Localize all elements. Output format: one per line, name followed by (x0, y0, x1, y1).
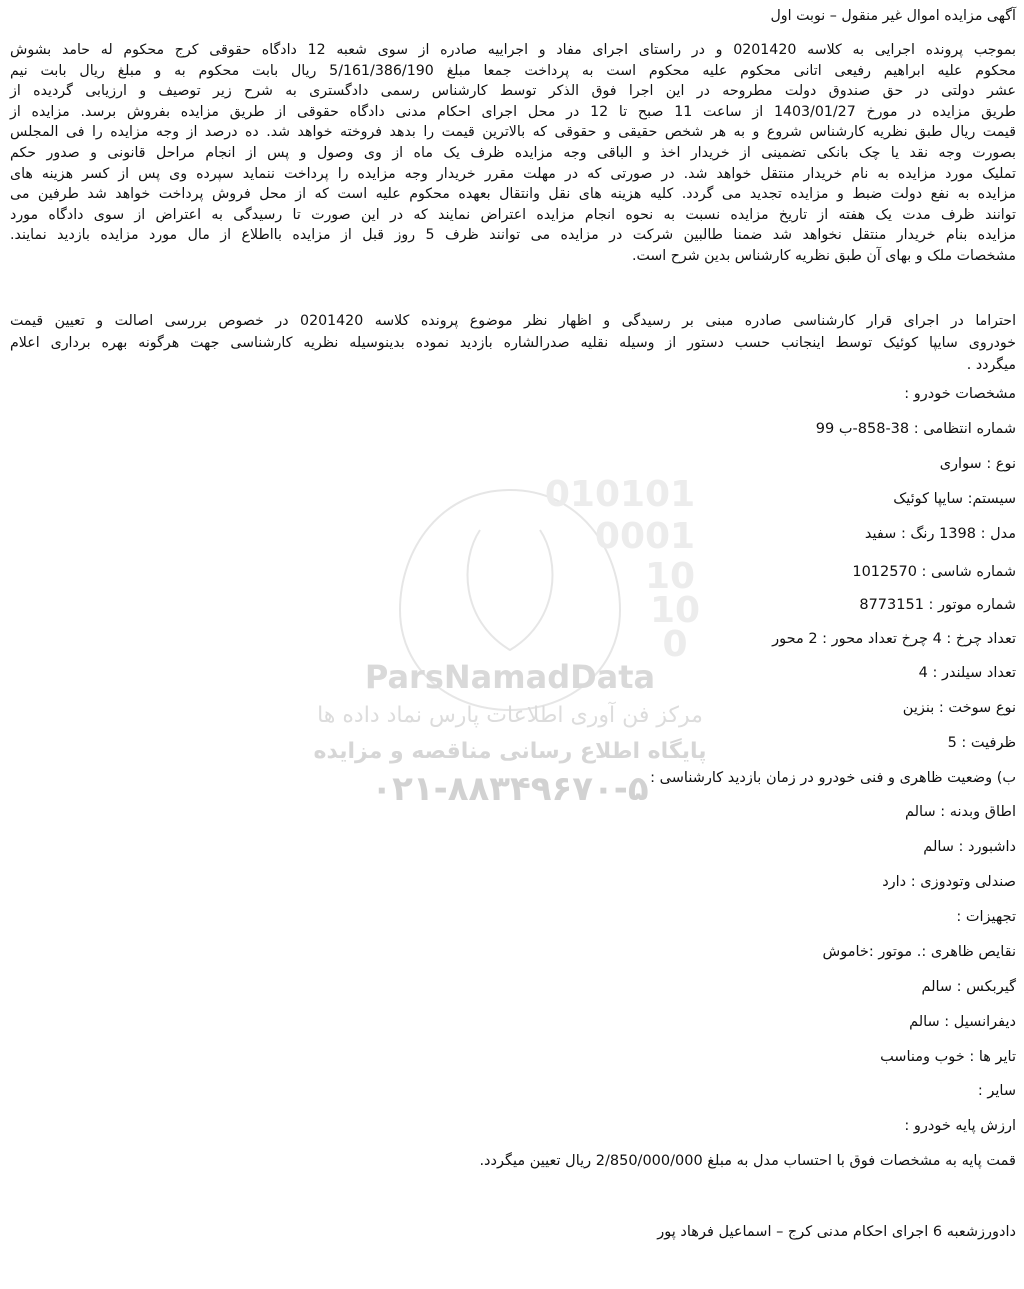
spec-field: ب) وضعیت ظاهری و فنی خودرو در زمان بازدید کارشناسی : (650, 770, 1016, 786)
wm-line2: پایگاه اطلاع رسانی مناقصه و مزایده (313, 739, 707, 764)
spec-field: دیفرانسیل : سالم (909, 1014, 1016, 1030)
intro-line: قیمت ریال طبق نظریه کارشناس شروع و به هر شخص حقیقی و حقوقی که بالاترین قیمت را بدهد فروخته خواهد شد. ده درصد از وجه مزایده را فی المجلس (10, 124, 1016, 141)
intro-line: محکوم علیه ابراهیم رفیعی اتانی محکوم علیه محکوم است به پرداخت جمعا مبلغ 5/161/386/190 ریال بابت محکوم به و مبلغ ریال بابت نیم (10, 62, 1016, 79)
spec-field: داشبورد : سالم (923, 839, 1016, 855)
spec-field: شماره موتور : 8773151 (859, 597, 1016, 613)
spec-field: ارزش پایه خودرو : (904, 1118, 1016, 1134)
intro-line: مزایده بنام خریدار منتقل نخواهد شد ضمنا طالبین شرکت در مزایده می توانند ظرف 5 روز قبل از مزایده بااطلاع از مال مورد مزایده بازدید نمایند. (10, 227, 1016, 244)
spec-field: نوع : سواری (939, 456, 1016, 472)
spec-field: شماره شاسی : 1012570 (852, 564, 1016, 580)
wm-digits-2: 0001 (594, 516, 696, 557)
spec-field: تعداد چرخ : 4 چرخ تعداد محور : 2 محور (772, 631, 1016, 647)
spec-field: قمت پایه به مشخصات فوق با احتساب مدل به مبلغ 2/850/000/000 ریال تعیین میگردد. (479, 1153, 1016, 1169)
wm-line1: مرکز فن آوری اطلاعات پارس نماد داده ها (317, 703, 703, 728)
notice-title: آگهی مزایده اموال غیر منقول – نوبت اول (770, 8, 1016, 24)
wm-digits-3: 10 (644, 556, 696, 597)
spec-field: تعداد سیلندر : 4 (918, 665, 1016, 681)
intro-line: بموجب پرونده اجرایی به کلاسه 0201420 و در راستای اجرای مفاد و اجراییه صادره از سوی شعبه 12 دادگاه حقوقی کرج محکوم له حامد بشوش (10, 42, 1017, 58)
spec-field: مشخصات خودرو : (904, 386, 1016, 402)
intro-line: مشخصات ملک و بهای آن طبق نظریه کارشناس بدین شرح است. (631, 247, 1016, 264)
spec-field: صندلی وتودوزی : دارد (882, 874, 1016, 890)
expert-line: خودروی سایپا کوئیک توسط اینجانب حسب دستور از وسیله نقلیه صدرالشاره بازدید نموده بدینوسیله نظریه کارشناسی جهت هرگونه بهره برداری اعلام (10, 335, 1016, 351)
spec-field: سایر : (977, 1083, 1016, 1099)
intro-line: توانند ظرف مدت یک هفته از تاریخ مزایده نسبت به نحوه انجام مزایده اعتراض نمایند که در این صورت تا رسیدگی به اعتراض از سوی دادگاه مورد (10, 206, 1016, 223)
spec-field: نقایص ظاهری :. موتور :خاموش (822, 944, 1016, 960)
intro-line: عشر دولتی در حق صندوق دولت مطروحه در این اجرا فوق الذکر توسط کارشناس رسمی دادگستری به شرح زیر توصیف و ارزیابی گردیده از (10, 83, 1016, 100)
spec-field: ظرفیت : 5 (947, 735, 1016, 751)
spec-field: اطاق وبدنه : سالم (904, 804, 1016, 820)
spec-field: سیستم: سایپا کوئیک (893, 491, 1016, 507)
spec-field: نوع سوخت : بنزین (902, 700, 1016, 716)
wm-digits-5: 0 (662, 624, 688, 665)
expert-line: احتراما در اجرای قرار کارشناسی صادره مبنی بر رسیدگی و اظهار نظر موضوع پرونده کلاسه 0201420 در خصوص بررسی اصالت و تعیین قیمت (10, 313, 1017, 329)
intro-line: مزایده به نفع دولت ضبط و مزایده تجدید می گردد. کلیه هزینه های نقل وانتقال بعهده محکوم علیه است که از محل فروش پرداخت خواهد شد طرفین می (10, 186, 1016, 203)
signature: دادورزشعبه 6 اجرای احکام مدنی کرج – اسماعیل فرهاد پور (657, 1224, 1016, 1240)
wm-digits-1: 010101 (544, 474, 696, 515)
intro-line: طریق مزایده در مورخ 1403/01/27 از ساعت 11 صبح تا 12 در محل اجرای احکام مدنی دادگاه حقوقی از طریق مزایده بفروش برسد. مزایده از (10, 103, 1017, 120)
expert-opinion-paragraph (10, 310, 1016, 376)
wm-brand: ParsNamadData (364, 658, 656, 696)
intro-paragraph (10, 40, 1016, 267)
spec-field: شماره انتظامی : 38-858-ب 99 (815, 421, 1016, 437)
spec-field: مدل : 1398 رنگ : سفید (864, 526, 1016, 542)
wm-digits-4: 10 (649, 590, 701, 631)
intro-line: تملیک مورد مزایده به نام خریدار منتقل خواهد شد. در صورتی که در مهلت مقرر خریدار وجه مزایده را پرداخت ننماید سپرده وی پس از کسر هزینه های (10, 165, 1016, 182)
intro-line: بصورت وجه نقد یا چک بانکی تضمینی از خریدار اخذ و الباقی وجه مزایده ظرف یک ماه از وی وصول و پس از انجام مراحل قانونی و صدور حکم (10, 144, 1016, 161)
expert-line: میگردد . (966, 357, 1016, 373)
spec-field: تجهیزات : (956, 909, 1016, 925)
wm-phone: ۰۲۱-۸۸۳۴۹۶۷۰-۵ (371, 769, 649, 809)
spec-field: تایر ها : خوب ومناسب (880, 1049, 1016, 1065)
spec-field: گیربکس : سالم (921, 979, 1016, 995)
